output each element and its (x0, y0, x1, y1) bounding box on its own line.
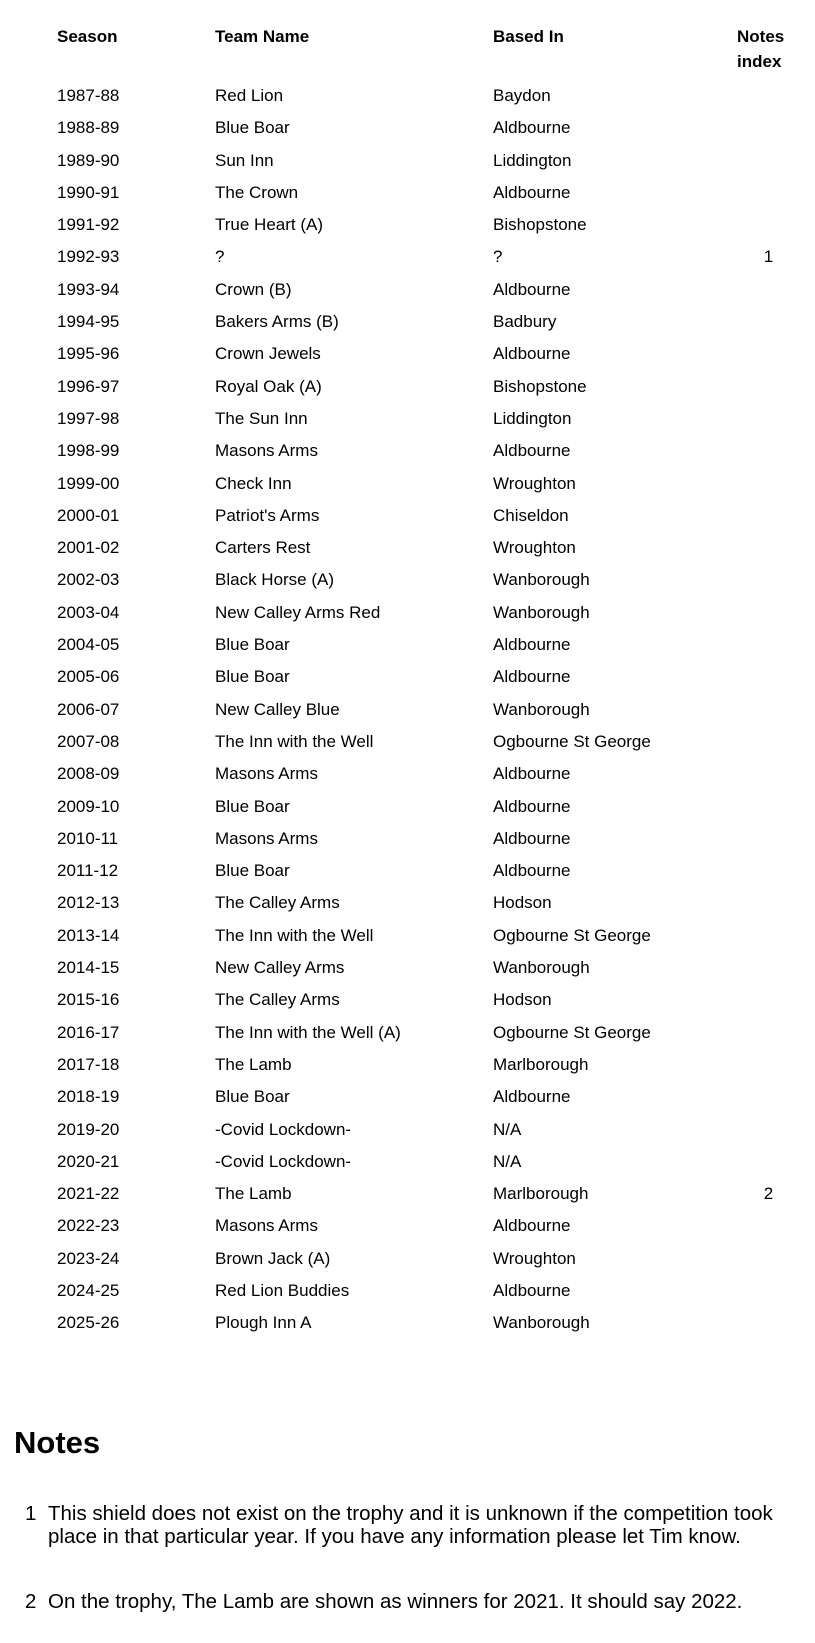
based-in-cell: Chiseldon (493, 505, 569, 525)
team-name-cell: The Lamb (215, 1054, 292, 1074)
season-cell: 1989-90 (57, 150, 120, 170)
team-name-cell: The Sun Inn (215, 408, 308, 428)
season-cell: 1993-94 (57, 279, 120, 299)
based-in-cell: Liddington (493, 408, 572, 428)
table-row (57, 1114, 815, 1146)
table-row (57, 435, 815, 467)
col-header-season: Season (57, 27, 118, 46)
table-row (57, 468, 815, 500)
season-cell: 2018-19 (57, 1087, 120, 1107)
team-name-cell: Red Lion Buddies (215, 1280, 350, 1300)
based-in-cell: Aldbourne (493, 441, 571, 461)
team-name-cell: Masons Arms (215, 828, 318, 848)
season-cell: 2009-10 (57, 796, 120, 816)
team-name-cell: Masons Arms (215, 764, 318, 784)
season-cell: 2012-13 (57, 893, 120, 913)
team-name-cell: Blue Boar (215, 118, 290, 138)
table-row (57, 338, 815, 370)
table-row (57, 1210, 815, 1242)
table-row (57, 1081, 815, 1113)
based-in-cell: Aldbourne (493, 1216, 571, 1236)
table-row (57, 80, 815, 112)
team-name-cell: Check Inn (215, 473, 292, 493)
based-in-cell: Marlborough (493, 1054, 589, 1074)
team-name-cell: Royal Oak (A) (215, 376, 322, 396)
based-in-cell: N/A (493, 1119, 522, 1139)
team-name-cell: New Calley Blue (215, 699, 340, 719)
table-row (57, 661, 815, 693)
season-cell: 1992-93 (57, 247, 120, 267)
team-name-cell: The Inn with the Well (215, 925, 374, 945)
based-in-cell: Hodson (493, 893, 552, 913)
table-row (57, 791, 815, 823)
based-in-cell: Aldbourne (493, 279, 571, 299)
season-cell: 1996-97 (57, 376, 120, 396)
table-row (57, 403, 815, 435)
note-item (25, 1502, 815, 1548)
table-row (57, 823, 815, 855)
season-cell: 1991-92 (57, 215, 120, 235)
season-cell: 2001-02 (57, 538, 120, 558)
table-row (57, 209, 815, 241)
based-in-cell: Wanborough (493, 1313, 590, 1333)
season-cell: 2005-06 (57, 667, 120, 687)
note-number: 2 (25, 1589, 37, 1613)
based-in-cell: Marlborough (493, 1184, 589, 1204)
table-header-row (57, 24, 815, 74)
season-cell: 2022-23 (57, 1216, 120, 1236)
team-name-cell: Plough Inn A (215, 1313, 312, 1333)
team-name-cell: The Lamb (215, 1184, 292, 1204)
based-in-cell: Wanborough (493, 699, 590, 719)
note-text: This shield does not exist on the trophy and it is unknown if the competition took place in that particular year. If you have any information please let Tim know. (48, 1501, 773, 1548)
based-in-cell: Aldbourne (493, 828, 571, 848)
notes-index-cell: 2 (763, 1184, 774, 1204)
based-in-cell: Bishopstone (493, 215, 587, 235)
based-in-cell: Badbury (493, 312, 557, 332)
based-in-cell: N/A (493, 1151, 522, 1171)
season-cell: 2011-12 (57, 861, 119, 881)
team-name-cell: Blue Boar (215, 861, 290, 881)
team-name-cell: -Covid Lockdown- (215, 1151, 352, 1171)
based-in-cell: Ogbourne St George (493, 925, 651, 945)
team-name-cell: Sun Inn (215, 150, 274, 170)
team-name-cell: Crown Jewels (215, 344, 321, 364)
table-body (57, 80, 815, 1340)
based-in-cell: Aldbourne (493, 1280, 571, 1300)
based-in-cell: Aldbourne (493, 764, 571, 784)
season-cell: 1998-99 (57, 441, 120, 461)
season-cell: 2017-18 (57, 1054, 120, 1074)
team-name-cell: Blue Boar (215, 635, 290, 655)
based-in-cell: Ogbourne St George (493, 1022, 651, 1042)
based-in-cell: Wanborough (493, 958, 590, 978)
team-name-cell: Masons Arms (215, 1216, 318, 1236)
season-cell: 1994-95 (57, 312, 120, 332)
season-cell: 2023-24 (57, 1248, 120, 1268)
table-row (57, 564, 815, 596)
team-name-cell: ? (215, 247, 225, 267)
based-in-cell: Liddington (493, 150, 572, 170)
team-name-cell: Black Horse (A) (215, 570, 335, 590)
col-header-notes-index: Notes index (737, 27, 785, 71)
notes-section (14, 1424, 815, 1613)
winners-table (57, 0, 815, 1340)
based-in-cell: Aldbourne (493, 861, 571, 881)
team-name-cell: The Calley Arms (215, 893, 340, 913)
based-in-cell: Bishopstone (493, 376, 587, 396)
note-item (25, 1590, 815, 1613)
team-name-cell: The Inn with the Well (A) (215, 1022, 401, 1042)
table-row (57, 887, 815, 919)
based-in-cell: Baydon (493, 86, 551, 105)
table-row (57, 1307, 815, 1339)
season-cell: 2007-08 (57, 731, 120, 751)
season-cell: 2010-11 (57, 828, 119, 848)
team-name-cell: Patriot's Arms (215, 505, 320, 525)
table-row (57, 371, 815, 403)
based-in-cell: Aldbourne (493, 667, 571, 687)
table-row (57, 274, 815, 306)
season-cell: 2024-25 (57, 1280, 120, 1300)
season-cell: 1987-88 (57, 86, 120, 105)
team-name-cell: The Crown (215, 182, 299, 202)
table-row (57, 694, 815, 726)
table-row (57, 241, 815, 273)
table-row (57, 177, 815, 209)
based-in-cell: Wroughton (493, 1248, 576, 1268)
season-cell: 2004-05 (57, 635, 120, 655)
based-in-cell: Aldbourne (493, 344, 571, 364)
based-in-cell: Aldbourne (493, 118, 571, 138)
team-name-cell: Blue Boar (215, 1087, 290, 1107)
team-name-cell: Brown Jack (A) (215, 1248, 331, 1268)
based-in-cell: Wroughton (493, 538, 576, 558)
team-name-cell: New Calley Arms Red (215, 602, 381, 622)
table-row (57, 629, 815, 661)
season-cell: 2016-17 (57, 1022, 120, 1042)
note-number: 1 (25, 1501, 37, 1525)
team-name-cell: Bakers Arms (B) (215, 312, 339, 332)
table-row (57, 758, 815, 790)
based-in-cell: Wanborough (493, 602, 590, 622)
team-name-cell: The Calley Arms (215, 990, 340, 1010)
table-row (57, 1243, 815, 1275)
season-cell: 2006-07 (57, 699, 120, 719)
based-in-cell: Aldbourne (493, 182, 571, 202)
table-row (57, 1146, 815, 1178)
team-name-cell: Red Lion (215, 86, 284, 105)
season-cell: 2025-26 (57, 1313, 120, 1333)
season-cell: 2002-03 (57, 570, 120, 590)
notes-list (14, 1502, 815, 1613)
table-row (57, 920, 815, 952)
season-cell: 1995-96 (57, 344, 120, 364)
season-cell: 1997-98 (57, 408, 120, 428)
season-cell: 2019-20 (57, 1119, 120, 1139)
note-text: On the trophy, The Lamb are shown as winners for 2021. It should say 2022. (48, 1589, 743, 1613)
season-cell: 2013-14 (57, 925, 120, 945)
season-cell: 2015-16 (57, 990, 120, 1010)
table-row (57, 597, 815, 629)
team-name-cell: The Inn with the Well (215, 731, 374, 751)
notes-heading: Notes (14, 1424, 101, 1460)
based-in-cell: ? (493, 247, 503, 267)
team-name-cell: Blue Boar (215, 796, 290, 816)
team-name-cell: Blue Boar (215, 667, 290, 687)
table-row (57, 984, 815, 1016)
table-row (57, 112, 815, 144)
team-name-cell: Masons Arms (215, 441, 318, 461)
table-row (57, 726, 815, 758)
based-in-cell: Ogbourne St George (493, 731, 651, 751)
team-name-cell: Crown (B) (215, 279, 292, 299)
season-cell: 2003-04 (57, 602, 120, 622)
season-cell: 2014-15 (57, 958, 120, 978)
based-in-cell: Aldbourne (493, 635, 571, 655)
table-row (57, 1017, 815, 1049)
team-name-cell: True Heart (A) (215, 215, 324, 235)
based-in-cell: Wanborough (493, 570, 590, 590)
based-in-cell: Aldbourne (493, 1087, 571, 1107)
team-name-cell: Carters Rest (215, 538, 311, 558)
season-cell: 1999-00 (57, 473, 120, 493)
notes-index-cell: 1 (763, 247, 774, 267)
season-cell: 2020-21 (57, 1151, 120, 1171)
table-row (57, 1049, 815, 1081)
team-name-cell: -Covid Lockdown- (215, 1119, 352, 1139)
based-in-cell: Aldbourne (493, 796, 571, 816)
table-row (57, 855, 815, 887)
season-cell: 2021-22 (57, 1184, 120, 1204)
based-in-cell: Hodson (493, 990, 552, 1010)
season-cell: 2008-09 (57, 764, 120, 784)
table-row (57, 500, 815, 532)
season-cell: 2000-01 (57, 505, 120, 525)
table-row (57, 306, 815, 338)
col-header-team-name: Team Name (215, 27, 310, 46)
team-name-cell: New Calley Arms (215, 958, 345, 978)
table-row (57, 145, 815, 177)
season-cell: 1990-91 (57, 182, 120, 202)
table-row (57, 1275, 815, 1307)
table-row (57, 952, 815, 984)
based-in-cell: Wroughton (493, 473, 576, 493)
table-row (57, 532, 815, 564)
table-row (57, 1178, 815, 1210)
season-cell: 1988-89 (57, 118, 120, 138)
col-header-based-in: Based In (493, 27, 564, 46)
